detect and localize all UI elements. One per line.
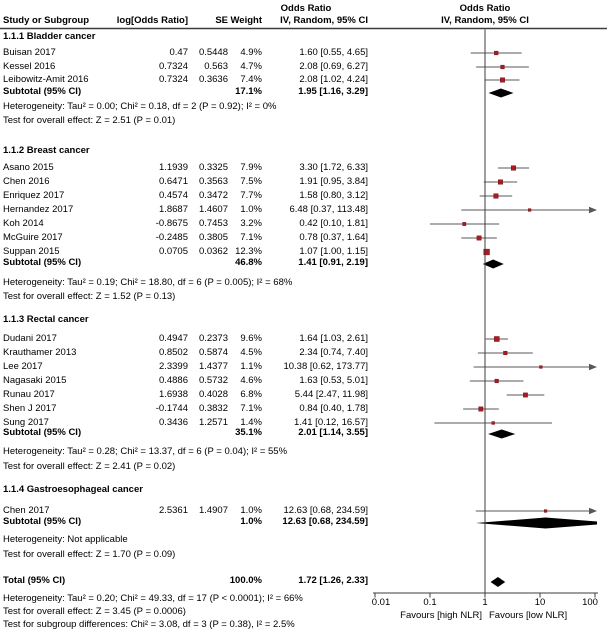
study-name: Leibowitz-Amit 2016: [3, 74, 89, 85]
group-label: 1.1.2 Breast cancer: [3, 145, 90, 156]
study-log-odds-ratio: 1.6938: [158, 389, 188, 400]
study-log-odds-ratio: -0.1744: [155, 403, 188, 414]
study-weight: 3.2%: [240, 218, 262, 229]
study-log-odds-ratio: 0.4886: [158, 375, 188, 386]
study-ci-text: 10.38 [0.62, 173.77]: [283, 361, 368, 372]
subtotal-label: Subtotal (95% CI): [3, 516, 82, 527]
study-ci-text: 1.07 [1.00, 1.15]: [299, 246, 368, 257]
study-ci-text: 12.63 [0.68, 234.59]: [283, 505, 368, 516]
total-overall-effect-note: Test for overall effect: Z = 3.45 (P = 0.0006): [3, 606, 186, 617]
study-log-odds-ratio: 1.8687: [158, 204, 188, 215]
study-weight: 4.6%: [240, 375, 262, 386]
study-name: Dudani 2017: [3, 333, 57, 344]
study-weight: 1.4%: [240, 417, 262, 428]
study-se: 0.5874: [198, 347, 228, 358]
study-se: 0.0362: [198, 246, 228, 257]
heterogeneity-note: Heterogeneity: Not applicable: [3, 534, 128, 545]
col-header-weight: Weight: [230, 15, 262, 26]
study-weight: 1.1%: [240, 361, 262, 372]
group-label: 1.1.1 Bladder cancer: [3, 31, 96, 42]
study-weight: 7.1%: [240, 232, 262, 243]
study-name: McGuire 2017: [3, 232, 63, 243]
study-ci-text: 3.30 [1.72, 6.33]: [299, 162, 368, 173]
study-log-odds-ratio: -0.8675: [155, 218, 188, 229]
plot-header-effect-title: Odds Ratio: [459, 3, 511, 14]
axis-tick-label: 10: [534, 597, 546, 608]
study-se: 0.5448: [198, 47, 228, 58]
study-weight: 4.9%: [240, 47, 262, 58]
plot-header-effect-ci: IV, Random, 95% CI: [441, 15, 529, 26]
col-header-study: Study or Subgroup: [3, 15, 90, 26]
study-se: 0.3472: [198, 190, 228, 201]
overall-effect-note: Test for overall effect: Z = 2.41 (P = 0.02): [3, 461, 176, 472]
study-name: Sung 2017: [3, 417, 49, 428]
study-name: Runau 2017: [3, 389, 55, 400]
overall-effect-note: Test for overall effect: Z = 2.51 (P = 0.01): [3, 115, 176, 126]
study-log-odds-ratio: 1.1939: [158, 162, 188, 173]
overall-effect-note: Test for overall effect: Z = 1.70 (P = 0.09): [3, 549, 176, 560]
study-se: 0.3563: [198, 176, 228, 187]
study-log-odds-ratio: 0.0705: [158, 246, 188, 257]
study-weight: 7.7%: [240, 190, 262, 201]
study-ci-text: 1.60 [0.55, 4.65]: [299, 47, 368, 58]
study-se: 0.3832: [198, 403, 228, 414]
study-weight: 4.5%: [240, 347, 262, 358]
study-log-odds-ratio: 0.4947: [158, 333, 188, 344]
study-log-odds-ratio: 0.8502: [158, 347, 188, 358]
subtotal-ci-text: 12.63 [0.68, 234.59]: [282, 516, 368, 527]
total-ci-text: 1.72 [1.26, 2.33]: [298, 575, 368, 586]
study-name: Hernandez 2017: [3, 204, 74, 215]
study-name: Buisan 2017: [3, 47, 56, 58]
axis-tick-label: 1: [482, 597, 488, 608]
study-weight: 7.4%: [240, 74, 262, 85]
study-name: Suppan 2015: [3, 246, 60, 257]
study-log-odds-ratio: -0.2485: [155, 232, 188, 243]
study-ci-text: 6.48 [0.37, 113.48]: [289, 204, 368, 215]
study-log-odds-ratio: 0.6471: [158, 176, 188, 187]
study-se: 0.2373: [198, 333, 228, 344]
col-header-effect-ci: IV, Random, 95% CI: [280, 15, 368, 26]
subtotal-label: Subtotal (95% CI): [3, 257, 82, 268]
study-se: 1.4607: [198, 204, 228, 215]
study-name: Chen 2016: [3, 176, 50, 187]
study-name: Krauthamer 2013: [3, 347, 77, 358]
study-name: Koh 2014: [3, 218, 44, 229]
axis-tick-label: 0.01: [371, 597, 391, 608]
study-ci-text: 0.42 [0.10, 1.81]: [299, 218, 368, 229]
axis-label-favours-low-nlr: Favours [low NLR]: [489, 610, 568, 621]
study-se: 1.4377: [198, 361, 228, 372]
study-name: Chen 2017: [3, 505, 50, 516]
study-log-odds-ratio: 2.5361: [158, 505, 188, 516]
study-se: 0.4028: [198, 389, 228, 400]
study-name: Shen J 2017: [3, 403, 57, 414]
subtotal-ci-text: 1.41 [0.91, 2.19]: [298, 257, 368, 268]
study-log-odds-ratio: 0.4574: [158, 190, 188, 201]
total-weight: 100.0%: [229, 575, 262, 586]
study-weight: 7.5%: [240, 176, 262, 187]
study-ci-text: 1.58 [0.80, 3.12]: [299, 190, 368, 201]
study-se: 0.3805: [198, 232, 228, 243]
col-header-log-odds-ratio: log[Odds Ratio]: [116, 15, 188, 26]
study-weight: 4.7%: [240, 61, 262, 72]
subtotal-label: Subtotal (95% CI): [3, 427, 82, 438]
study-se: 0.7453: [198, 218, 228, 229]
subtotal-weight: 35.1%: [235, 427, 262, 438]
overall-effect-note: Test for overall effect: Z = 1.52 (P = 0.13): [3, 291, 176, 302]
study-ci-text: 1.64 [1.03, 2.61]: [299, 333, 368, 344]
study-weight: 12.3%: [235, 246, 262, 257]
study-se: 0.3636: [198, 74, 228, 85]
study-log-odds-ratio: 2.3399: [158, 361, 188, 372]
study-weight: 7.9%: [240, 162, 262, 173]
study-log-odds-ratio: 0.3436: [158, 417, 188, 428]
study-weight: 7.1%: [240, 403, 262, 414]
axis-tick-label: 100: [582, 597, 598, 608]
subtotal-ci-text: 1.95 [1.16, 3.29]: [298, 86, 368, 97]
col-header-effect-title: Odds Ratio: [280, 3, 332, 14]
subtotal-ci-text: 2.01 [1.14, 3.55]: [298, 427, 368, 438]
study-ci-text: 1.91 [0.95, 3.84]: [299, 176, 368, 187]
heterogeneity-note: Heterogeneity: Tau² = 0.19; Chi² = 18.80, df = 6 (P = 0.005); I² = 68%: [3, 277, 293, 288]
study-weight: 1.0%: [240, 505, 262, 516]
study-ci-text: 2.08 [0.69, 6.27]: [299, 61, 368, 72]
study-ci-text: 1.63 [0.53, 5.01]: [299, 375, 368, 386]
subtotal-weight: 46.8%: [235, 257, 262, 268]
subtotal-weight: 1.0%: [240, 516, 262, 527]
col-header-se: SE: [215, 15, 228, 26]
study-se: 0.563: [204, 61, 228, 72]
study-name: Enriquez 2017: [3, 190, 65, 201]
study-name: Nagasaki 2015: [3, 375, 67, 386]
axis-label-favours-high-nlr: Favours [high NLR]: [400, 610, 482, 621]
heterogeneity-note: Heterogeneity: Tau² = 0.28; Chi² = 13.37, df = 6 (P = 0.04); I² = 55%: [3, 446, 288, 457]
heterogeneity-note: Heterogeneity: Tau² = 0.00; Chi² = 0.18, df = 2 (P = 0.92); I² = 0%: [3, 101, 277, 112]
total-label: Total (95% CI): [3, 575, 66, 586]
study-log-odds-ratio: 0.47: [169, 47, 188, 58]
total-heterogeneity-note: Heterogeneity: Tau² = 0.20; Chi² = 49.33, df = 17 (P < 0.0001); I² = 66%: [3, 593, 303, 604]
study-se: 1.2571: [198, 417, 228, 428]
study-weight: 1.0%: [240, 204, 262, 215]
group-label: 1.1.3 Rectal cancer: [3, 314, 89, 325]
study-ci-text: 0.78 [0.37, 1.64]: [299, 232, 368, 243]
subtotal-label: Subtotal (95% CI): [3, 86, 82, 97]
study-weight: 6.8%: [240, 389, 262, 400]
study-weight: 9.6%: [240, 333, 262, 344]
study-log-odds-ratio: 0.7324: [158, 74, 188, 85]
study-ci-text: 1.41 [0.12, 16.57]: [294, 417, 368, 428]
study-se: 0.5732: [198, 375, 228, 386]
study-name: Lee 2017: [3, 361, 43, 372]
study-se: 1.4907: [198, 505, 228, 516]
subtotal-weight: 17.1%: [235, 86, 262, 97]
group-label: 1.1.4 Gastroesophageal cancer: [3, 484, 143, 495]
study-log-odds-ratio: 0.7324: [158, 61, 188, 72]
study-name: Kessel 2016: [3, 61, 56, 72]
study-ci-text: 0.84 [0.40, 1.78]: [299, 403, 368, 414]
study-ci-text: 5.44 [2.47, 11.98]: [294, 389, 368, 400]
study-name: Asano 2015: [3, 162, 54, 173]
subgroup-differences-note: Test for subgroup differences: Chi² = 3.08, df = 3 (P = 0.38), I² = 2.5%: [3, 619, 295, 630]
study-ci-text: 2.08 [1.02, 4.24]: [299, 74, 368, 85]
study-se: 0.3325: [198, 162, 228, 173]
study-ci-text: 2.34 [0.74, 7.40]: [299, 347, 368, 358]
axis-tick-label: 0.1: [423, 597, 437, 608]
